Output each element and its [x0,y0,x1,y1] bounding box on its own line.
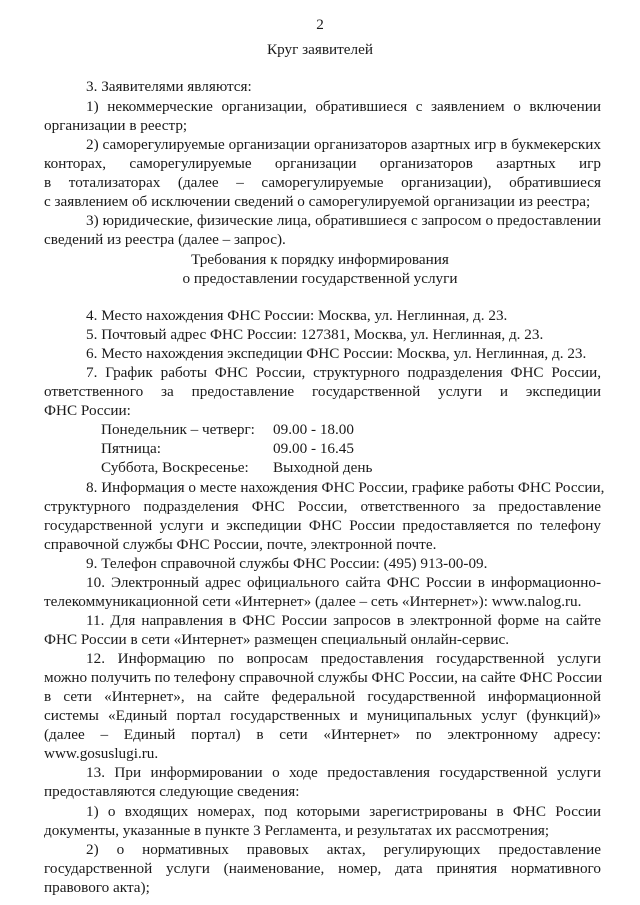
paragraph-13-line: предоставляются следующие сведения: [44,783,300,800]
paragraph-8-line: государственной услуги и экспедиции ФНС России предоставляется по телефону [44,517,601,534]
schedule-day: Понедельник – четверг: [101,421,255,438]
paragraph-8-line: структурного подразделения ФНС России, ответственного за предоставление [44,498,601,515]
paragraph-7-line: ответственного за предоставление государственной услуги и экспедиции [44,383,601,400]
schedule-day: Суббота, Воскресенье: [101,459,249,476]
paragraph-13-2-line: правового акта); [44,879,150,896]
section-heading-applicants: Круг заявителей [267,41,373,58]
paragraph-12-line: в сети «Интернет», на сайте федеральной государственной информационной [44,688,601,705]
paragraph-5: 5. Почтовый адрес ФНС России: 127381, Москва, ул. Неглинная, д. 23. [86,326,544,343]
paragraph-3-1-line: организации в реестр; [44,117,188,134]
paragraph-13-2-line: 2) о нормативных правовых актах, регулирующих предоставление [86,841,601,858]
paragraph-10-line: 10. Электронный адрес официального сайта ФНС России в информационно- [86,574,601,591]
paragraph-13-2-line: государственной услуги (наименование, номер, дата принятия нормативного [44,860,601,877]
section-heading-requirements: Требования к порядку информирования [191,251,449,268]
paragraph-3-2-line: 2) саморегулируемые организации организаторов азартных игр в букмекерских [86,136,601,153]
paragraph-3-3-line: сведений из реестра (далее – запрос). [44,231,286,248]
page-number: 2 [316,16,324,33]
paragraph-12-line: www.gosuslugi.ru. [44,745,159,762]
paragraph-3-2-line: в тотализаторах (далее – саморегулируемые организации), обратившиеся [44,174,601,191]
schedule-time: 09.00 - 18.00 [273,421,354,438]
paragraph-12-line: 12. Информацию по вопросам предоставления государственной услуги [86,650,601,667]
paragraph-8-line: справочной службы ФНС России, почте, электронной почте. [44,536,437,553]
paragraph-11-line: 11. Для направления в ФНС России запросов в электронной форме на сайте [86,612,601,629]
section-heading-requirements: о предоставлении государственной услуги [182,270,458,287]
paragraph-4: 4. Место нахождения ФНС России: Москва, ул. Неглинная, д. 23. [86,307,508,324]
schedule-time: 09.00 - 16.45 [273,440,354,457]
paragraph-12-line: системы «Единый портал государственных и муниципальных услуг (функций)» [44,707,601,724]
paragraph-9: 9. Телефон справочной службы ФНС России: (495) 913-00-09. [86,555,488,572]
paragraph-3-3-line: 3) юридические, физические лица, обратившиеся с запросом о предоставлении [86,212,601,229]
paragraph-13-line: 13. При информировании о ходе предоставления государственной услуги [86,764,601,781]
schedule-day: Пятница: [101,440,161,457]
paragraph-13-1-line: 1) о входящих номерах, под которыми зарегистрированы в ФНС России [86,803,601,820]
paragraph-3-1-line: 1) некоммерческие организации, обратившиеся с заявлением о включении [86,98,601,115]
paragraph-7-line: 7. График работы ФНС России, структурного подразделения ФНС России, [86,364,601,381]
paragraph-6: 6. Место нахождения экспедиции ФНС России: Москва, ул. Неглинная, д. 23. [86,345,587,362]
paragraph-10-line: телекоммуникационной сети «Интернет» (далее – сеть «Интернет»): www.nalog.ru. [44,593,582,610]
paragraph-7-line: ФНС России: [44,402,131,419]
paragraph-12-line: (далее – Единый портал) в сети «Интернет» по электронному адресу: [44,726,601,743]
paragraph-11-line: ФНС России в сети «Интернет» размещен специальный онлайн-сервис. [44,631,510,648]
paragraph-3-2-line: с заявлением об исключении сведений о саморегулируемой организации из реестра; [44,193,591,210]
paragraph-13-1-line: документы, указанные в пункте 3 Регламента, и результатах их рассмотрения; [44,822,550,839]
schedule-time: Выходной день [273,459,373,476]
paragraph-8-line: 8. Информация о месте нахождения ФНС России, графике работы ФНС России, [86,479,605,496]
paragraph-3-2-line: конторах, саморегулируемые организации организаторов азартных игр [44,155,601,172]
paragraph-12-line: можно получить по телефону справочной службы ФНС России, на сайте ФНС России [44,669,603,686]
paragraph-3-intro: 3. Заявителями являются: [86,78,252,95]
